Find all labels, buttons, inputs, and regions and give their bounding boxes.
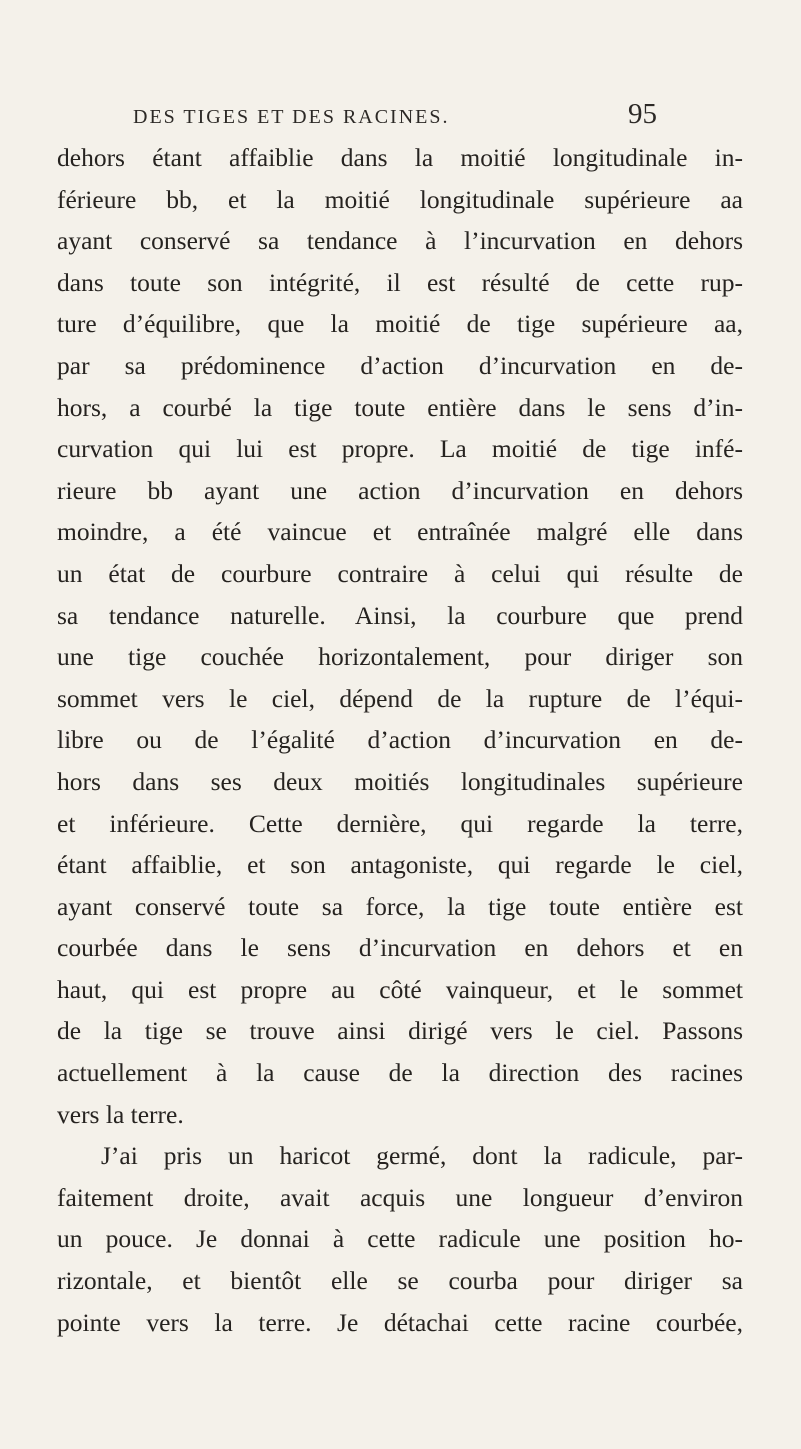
text-line: moindre, a été vaincue et entraînée malgré elle dans [57, 517, 743, 547]
text-line: un pouce. Je donnai à cette radicule une position ho- [57, 1224, 743, 1254]
paragraph-last-line: vers la terre. [57, 1099, 184, 1129]
text-line: sa tendance naturelle. Ainsi, la courbure que prend [57, 600, 743, 630]
text-line: et inférieure. Cette dernière, qui regarde la terre, [57, 808, 743, 838]
running-title: DES TIGES ET DES RACINES. [133, 106, 450, 128]
text-line: une tige couchée horizontalement, pour diriger son [57, 642, 743, 672]
text-line: actuellement à la cause de la direction des racines [57, 1058, 743, 1088]
text-line: hors dans ses deux moitiés longitudinales supérieure [57, 766, 743, 796]
text-line: haut, qui est propre au côté vainqueur, et le sommet [57, 974, 743, 1004]
text-line: ture d’équilibre, que la moitié de tige supérieure aa, [57, 309, 743, 339]
text-line: férieure bb, et la moitié longitudinale supérieure aa [57, 184, 743, 214]
text-line: par sa prédominence d’action d’incurvation en de- [57, 350, 743, 380]
page-number: 95 [628, 98, 657, 130]
text-line: ayant conservé sa tendance à l’incurvation en dehors [57, 226, 743, 256]
text-line: pointe vers la terre. Je détachai cette racine courbée, [57, 1307, 743, 1337]
text-line: sommet vers le ciel, dépend de la rupture de l’équi- [57, 683, 743, 713]
text-line: étant affaiblie, et son antagoniste, qui regarde le ciel, [57, 850, 743, 880]
text-line: dans toute son intégrité, il est résulté de cette rup- [57, 267, 743, 297]
text-line: curvation qui lui est propre. La moitié de tige infé- [57, 434, 743, 464]
text-line: courbée dans le sens d’incurvation en dehors et en [57, 933, 743, 963]
text-line: libre ou de l’égalité d’action d’incurvation en de- [57, 725, 743, 755]
text-line: hors, a courbé la tige toute entière dans le sens d’in- [57, 392, 743, 422]
text-line: un état de courbure contraire à celui qui résulte de [57, 558, 743, 588]
text-line: rizontale, et bientôt elle se courba pour diriger sa [57, 1266, 743, 1296]
paragraph-first-line: J’ai pris un haricot germé, dont la radicule, par- [101, 1141, 743, 1171]
body-text [57, 137, 743, 1343]
text-line: rieure bb ayant une action d’incurvation en dehors [57, 475, 743, 505]
text-line: ayant conservé toute sa force, la tige toute entière est [57, 891, 743, 921]
text-line: faitement droite, avait acquis une longueur d’environ [57, 1182, 743, 1212]
text-line: dehors étant affaiblie dans la moitié longitudinale in- [57, 143, 743, 172]
text-line: de la tige se trouve ainsi dirigé vers le ciel. Passons [57, 1016, 743, 1046]
